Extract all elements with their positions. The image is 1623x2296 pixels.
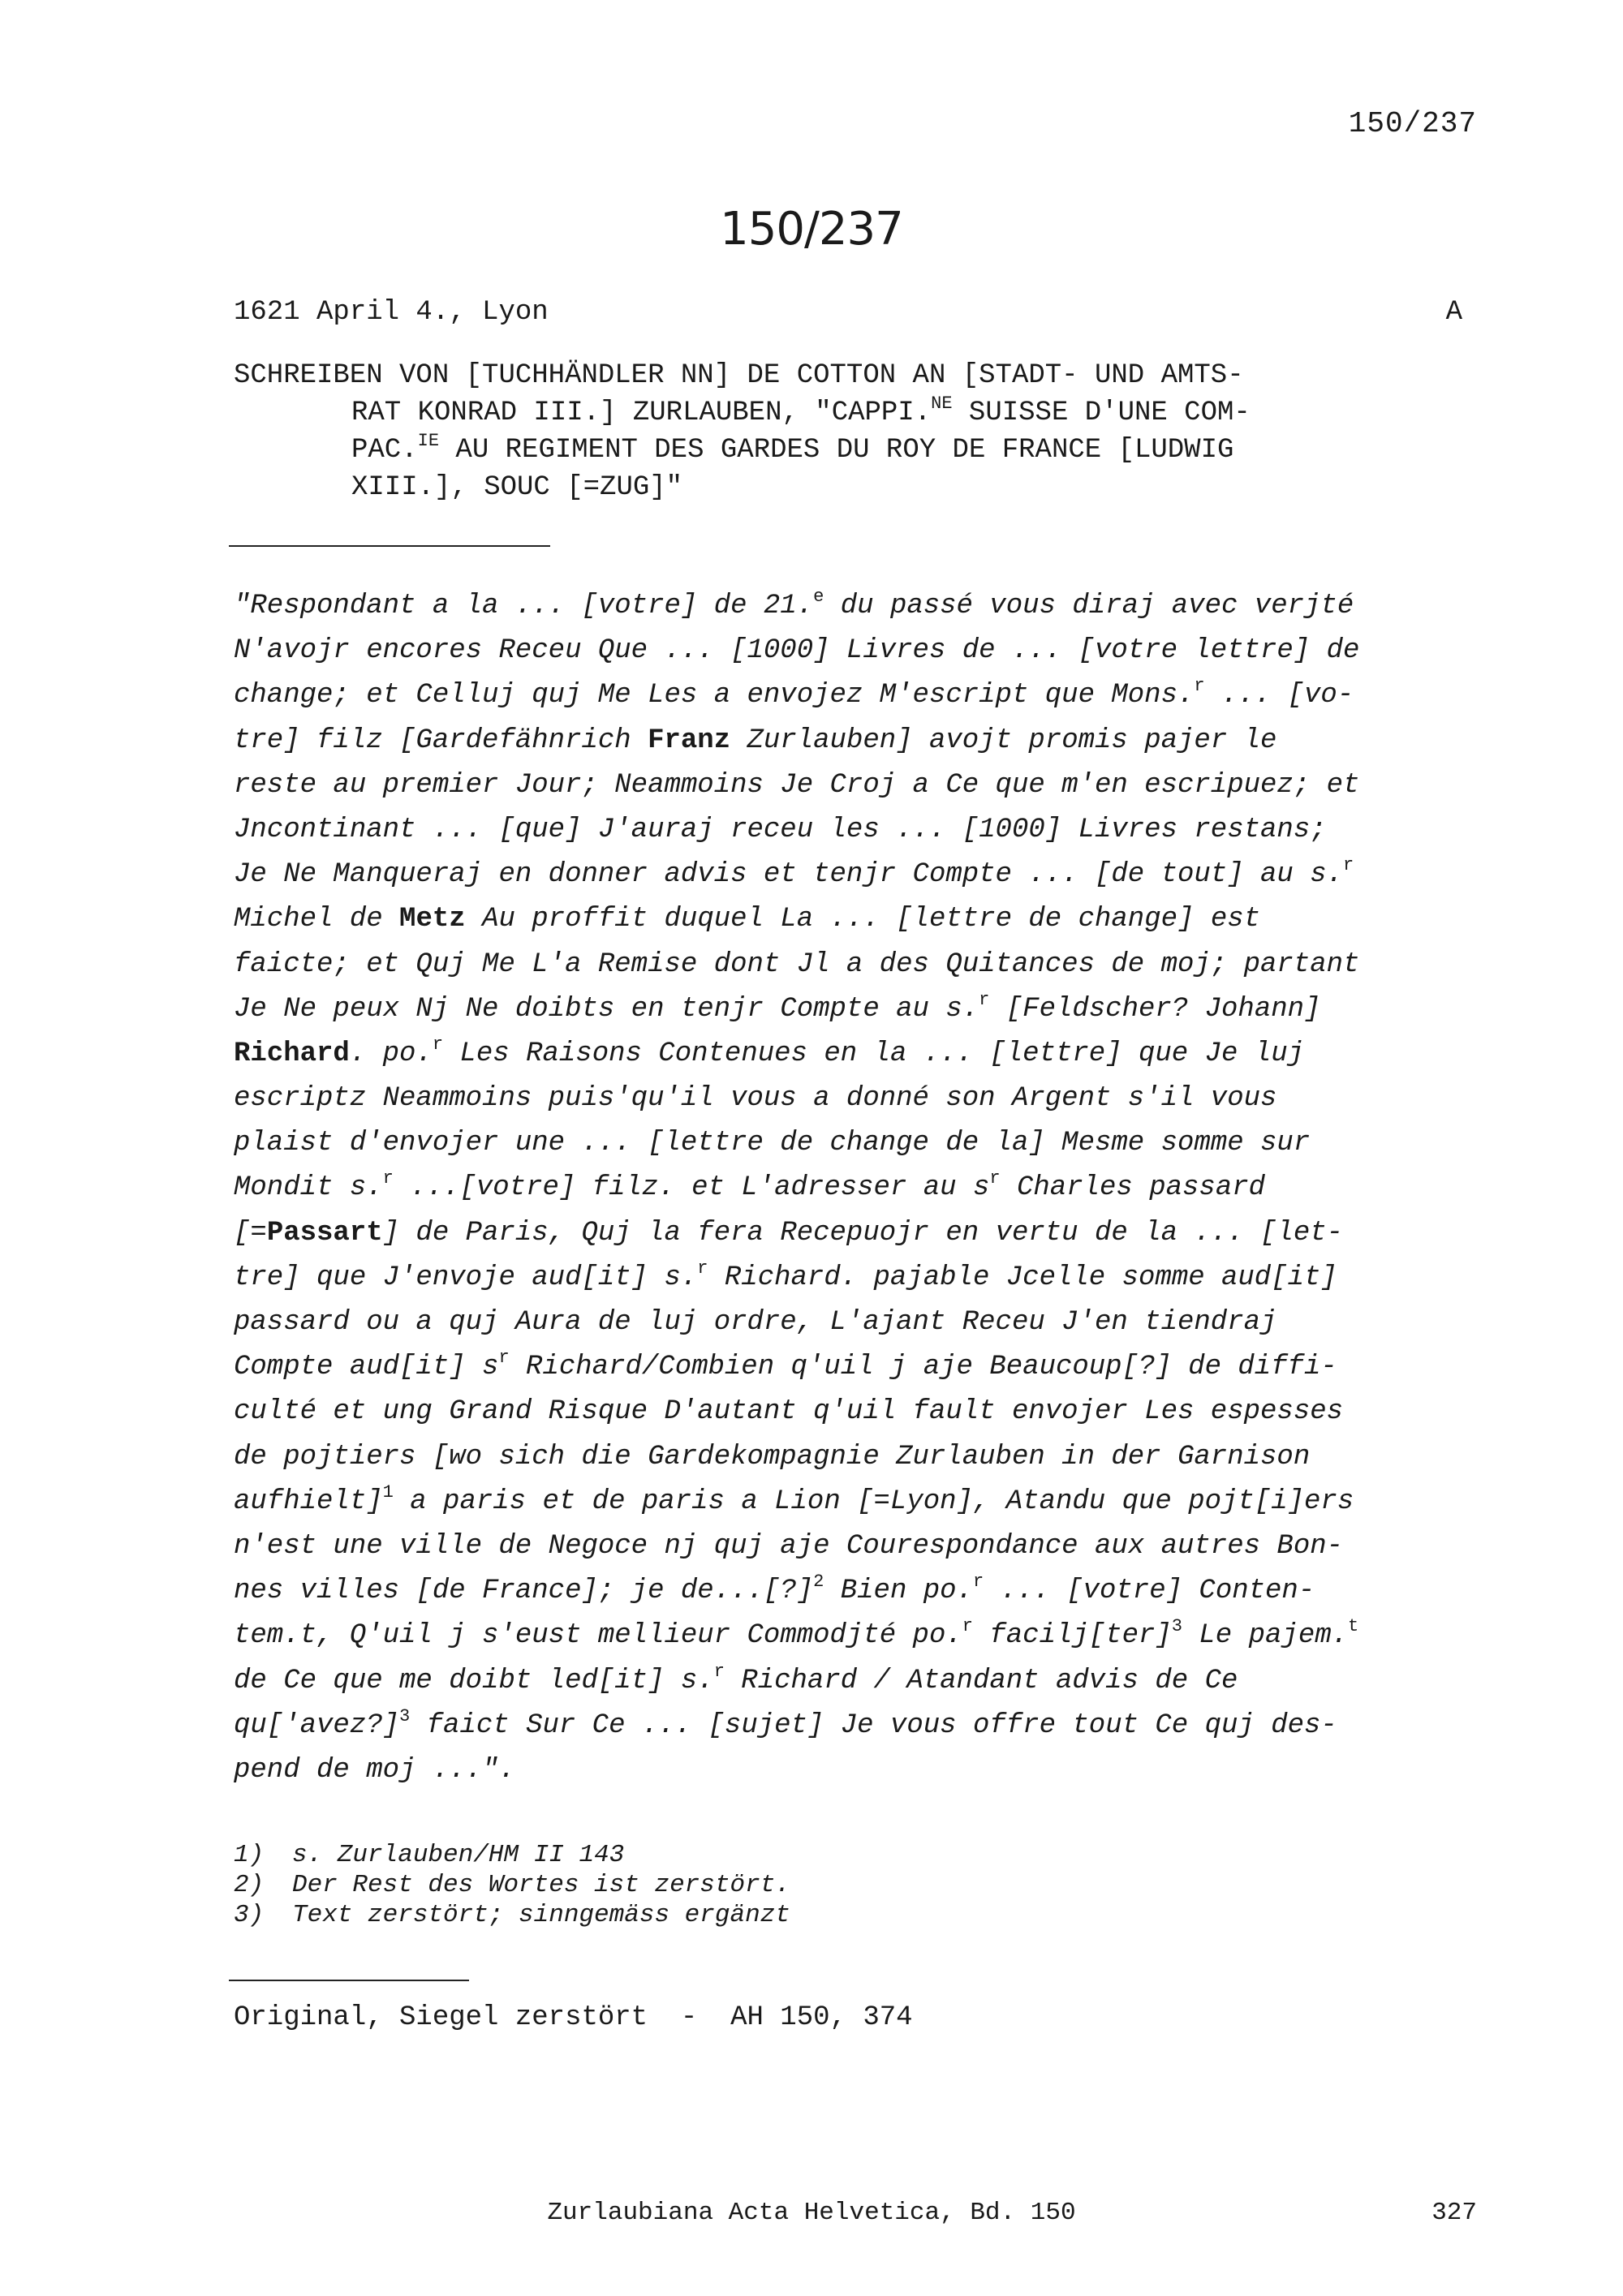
text-line: faicte; et Quj Me L'a Remise dont Jl a des Quitances de moj; partant xyxy=(234,948,1360,980)
text-line: aufhielt]$^1$ a paris et de paris a Lion [=Lyon], Atandu que pojt[i]ers xyxy=(234,1481,1354,1517)
page-heading: 150/237 xyxy=(720,203,903,256)
text-line: de pojtiers [wo sich die Gardekompagnie Zurlauben in der Garnison xyxy=(234,1441,1311,1473)
document-title xyxy=(234,357,1443,506)
text-line: tre] filz [Gardefähnrich Franz Zurlauben] avojt promis pajer le xyxy=(234,724,1277,756)
document-type: A xyxy=(1445,297,1462,328)
text-line: Je Ne Manqueraj en donner advis et tenjr Compte ... [de tout] au s.$^r$ xyxy=(234,855,1354,891)
person-name: Richard xyxy=(234,1038,350,1069)
text-line: Compte aud[it] $s^r$ Richard/Combien q'uil j aje Beaucoup[?] de diffi- xyxy=(234,1348,1337,1383)
text-line: [=Passart] de Paris, Quj la fera Recepuojr en vertu de la ... [let- xyxy=(234,1217,1344,1249)
footnote-ref: 2 xyxy=(813,1572,824,1593)
separator-rule xyxy=(229,1980,469,1981)
text-line: reste au premier Jour; Neammoins Je Croj a Ce que m'en escripuez; et xyxy=(234,769,1360,801)
text-line: passard ou a quj Aura de luj ordre, L'ajant Receu J'en tiendraj xyxy=(234,1307,1277,1338)
text-line: N'avojr encores Receu Que ... [1000] Livres de ... [votre lettre] de xyxy=(234,635,1360,667)
person-name: Franz xyxy=(648,724,731,756)
text-line: n'est une ville de Negoce nj quj aje Courespondance aux autres Bon- xyxy=(234,1530,1344,1562)
page-reference: 150/237 xyxy=(1348,107,1477,140)
text-line: culté et ung Grand Risque D'autant q'uil fault envojer Les espesses xyxy=(234,1396,1344,1428)
title-line: XIII.], SOUC [=ZUG]" xyxy=(351,472,683,503)
source-reference: Original, Siegel zerstört - AH 150, 374 xyxy=(234,2002,913,2033)
footnotes xyxy=(234,1840,790,1930)
text-line: Jncontinant ... [que] J'auraj receu les ... [1000] Livres restans; xyxy=(234,814,1327,845)
text-line: Richard. po.$^r$ Les Raisons Contenues en la ... [lettre] que Je luj xyxy=(234,1034,1305,1069)
text-line: tem.t, Q'uil j s'eust mellieur Commodjté po.$^r$ facilj[ter]$^3$ Le pajem.$^t$ xyxy=(234,1616,1359,1652)
footnote-ref: 3 xyxy=(399,1705,411,1726)
letter-text xyxy=(234,584,1500,1793)
title-line: PAC.$^{IE}$ AU REGIMENT DES GARDES DU ROY DE FRANCE [LUDWIG xyxy=(351,431,1234,466)
text-line: tre] que J'envoje aud[it] s.$^r$ Richard. pajable Jcelle somme aud[it] xyxy=(234,1258,1337,1293)
footnote-ref: 1 xyxy=(382,1481,394,1503)
text-line: "Respondant a la ... [votre] de 21.$^e$ du passé vous diraj avec verjté xyxy=(234,587,1354,621)
page-number: 327 xyxy=(1431,2199,1477,2227)
text-line: qu['avez?]$^3$ faict Sur Ce ... [sujet] Je vous offre tout Ce quj des- xyxy=(234,1705,1337,1741)
footnote: 3) Text zerstört; sinngemäss ergänzt xyxy=(234,1901,790,1929)
text-line: escriptz Neammoins puis'qu'il vous a donné son Argent s'il vous xyxy=(234,1083,1277,1115)
text-line: change; et Celluj quj Me Les a envojez M'escript que Mons.$^r$ ... [vo- xyxy=(234,676,1354,712)
text-line: Michel de Metz Au proffit duquel La ... [lettre de change] est xyxy=(234,904,1261,935)
footer-title: Zurlaubiana Acta Helvetica, Bd. 150 xyxy=(547,2199,1076,2227)
text-line: nes villes [de France]; je de...[?]$^2$ Bien po.$^r$ ... [votre] Conten- xyxy=(234,1572,1315,1607)
person-name: Metz xyxy=(399,904,466,935)
separator-rule xyxy=(229,545,550,547)
footnote: 1) s. Zurlauben/HM II 143 xyxy=(234,1841,625,1869)
person-name: Passart xyxy=(266,1217,383,1249)
footnote-ref: 3 xyxy=(1171,1616,1182,1637)
title-line: SCHREIBEN VON [TUCHHÄNDLER NN] DE COTTON AN [STADT- UND AMTS- xyxy=(234,360,1244,391)
text-line: de Ce que me doibt led[it] s.$^r$ Richard / Atandant advis de Ce xyxy=(234,1661,1238,1696)
text-line: plaist d'envojer une ... [lettre de change de la] Mesme somme sur xyxy=(234,1128,1311,1159)
text-line: Mondit s.$^r$ ...[votre] filz. et L'adresser au $s^r$ Charles passard xyxy=(234,1168,1266,1204)
text-line: Je Ne peux Nj Ne doibts en tenjr Compte au s.$^r$ [Feldscher? Johann] xyxy=(234,989,1321,1025)
date-place: 1621 April 4., Lyon xyxy=(234,297,549,328)
text-line: pend de moj ...". xyxy=(234,1754,515,1786)
footnote: 2) Der Rest des Wortes ist zerstört. xyxy=(234,1871,790,1899)
title-line: RAT KONRAD III.] ZURLAUBEN, "CAPPI.$^{NE}$ SUISSE D'UNE COM- xyxy=(351,393,1251,428)
